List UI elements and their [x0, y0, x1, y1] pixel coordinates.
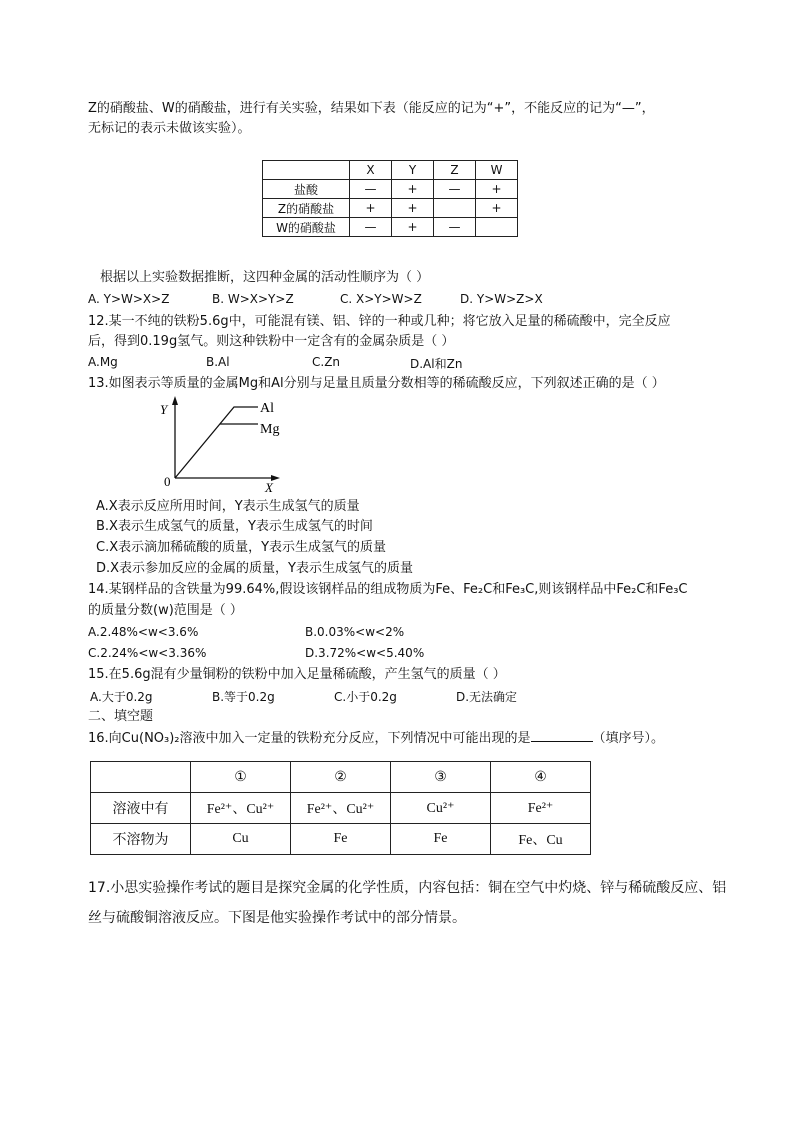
- table-header-y: Y: [392, 161, 434, 180]
- q17-line-1: 17.小思实验操作考试的题目是探究金属的化学性质，内容包括：铜在空气中灼烧、锌与稀硫酸反应、铝: [88, 880, 727, 896]
- table-cell: +: [350, 199, 392, 218]
- q15-option-d: D.无法确定: [456, 690, 518, 704]
- table-cell: —: [350, 180, 392, 199]
- table-header-3: ③: [391, 762, 491, 793]
- q11-option-b: B. W>X>Y>Z: [212, 292, 294, 306]
- q16-stem-suffix: （填序号）。: [592, 731, 665, 746]
- q12-line-2: 后，得到0.19g氢气。则这种铁粉中一定含有的金属杂质是（ ）: [88, 334, 455, 349]
- q17-line-2: 丝与硫酸铜溶液反应。下图是他实验操作考试中的部分情景。: [88, 910, 466, 926]
- table-cell: Fe²⁺: [491, 793, 591, 824]
- row-label: W的硝酸盐: [263, 218, 350, 237]
- q15-option-a: A.大于0.2g: [90, 690, 153, 704]
- q15-stem: 15.在5.6g混有少量铜粉的铁粉中加入足量稀硫酸，产生氢气的质量（ ）: [88, 667, 506, 682]
- q14-option-d: D.3.72%<w<5.40%: [305, 646, 425, 660]
- q11-option-c: C. X>Y>W>Z: [340, 292, 422, 306]
- row-label: 溶液中有: [91, 793, 191, 824]
- table-cell: —: [434, 180, 476, 199]
- y-axis-arrow: [172, 396, 178, 405]
- q12-option-a: A.Mg: [88, 355, 118, 369]
- table-cell: Cu²⁺: [391, 793, 491, 824]
- table-cell: +: [392, 199, 434, 218]
- q16-stem: [88, 729, 664, 748]
- row-label: 盐酸: [263, 180, 350, 199]
- table-header-1: ①: [191, 762, 291, 793]
- table-cell: —: [434, 218, 476, 237]
- mg-series-label: Mg: [260, 422, 280, 437]
- table-cell: [263, 161, 350, 180]
- table-cell: Cu: [191, 824, 291, 855]
- table-cell: Fe²⁺、Cu²⁺: [191, 793, 291, 824]
- table-cell: [91, 762, 191, 793]
- q12-option-d: D.Al和Zn: [410, 357, 463, 371]
- q16-stem-text: 16.向Cu(NO₃)₂溶液中加入一定量的铁粉充分反应，下列情况中可能出现的是: [88, 731, 531, 746]
- q12-line-1: 12.某一不纯的铁粉5.6g中，可能混有镁、铝、锌的一种或几种；将它放入足量的稀硫酸中，完全反应: [88, 314, 671, 329]
- table-cell: Fe: [391, 824, 491, 855]
- table-header-row: [91, 762, 591, 793]
- x-axis-label: X: [265, 480, 273, 495]
- section-title: 二、填空题: [88, 709, 154, 724]
- table-row: [91, 793, 591, 824]
- table-cell: +: [476, 199, 518, 218]
- q14-option-a: A.2.48%<w<3.6%: [88, 625, 199, 639]
- table-cell: —: [350, 218, 392, 237]
- table-cell: Fe、Cu: [491, 824, 591, 855]
- al-series-label: Al: [260, 401, 274, 416]
- table-cell: +: [392, 218, 434, 237]
- table-cell: Fe²⁺、Cu²⁺: [291, 793, 391, 824]
- table-header-w: W: [476, 161, 518, 180]
- q15-option-b: B.等于0.2g: [212, 690, 275, 704]
- table-row: [263, 199, 518, 218]
- q15-option-c: C.小于0.2g: [334, 690, 397, 704]
- q13-option-c: C.X表示滴加稀硫酸的质量，Y表示生成氢气的质量: [96, 540, 387, 555]
- q12-option-c: C.Zn: [312, 355, 341, 369]
- q13-option-a: A.X表示反应所用时间，Y表示生成氢气的质量: [96, 499, 360, 514]
- q13-stem: 13.如图表示等质量的金属Mg和Al分别与足量且质量分数相等的稀硫酸反应，下列叙述正确的是（ ）: [88, 376, 665, 391]
- intro-line-2: 无标记的表示未做该实验）。: [88, 121, 251, 136]
- y-axis-label: Y: [160, 402, 168, 417]
- q14-option-c: C.2.24%<w<3.36%: [88, 646, 207, 660]
- mg-al-graph: [150, 392, 290, 496]
- row-label: 不溶物为: [91, 824, 191, 855]
- table-row: [263, 180, 518, 199]
- origin-label: 0: [164, 474, 171, 489]
- table-row: [91, 824, 591, 855]
- table-header-z: Z: [434, 161, 476, 180]
- q11-stem: 根据以上实验数据推断，这四种金属的活动性顺序为（ ）: [100, 270, 430, 285]
- q14-line-1: 14.某钢样品的含铁量为99.64%,假设该钢样品的组成物质为Fe、Fe₂C和Fe₃C,则该钢样品中Fe₂C和Fe₃C: [88, 582, 688, 597]
- q16-table: [90, 761, 591, 855]
- table-cell: [434, 199, 476, 218]
- table-header-4: ④: [491, 762, 591, 793]
- q13-option-b: B.X表示生成氢气的质量，Y表示生成氢气的时间: [96, 519, 373, 534]
- table-header-x: X: [350, 161, 392, 180]
- q11-option-d: D. Y>W>Z>X: [460, 292, 543, 306]
- table-cell: [476, 218, 518, 237]
- q11-option-a: A. Y>W>X>Z: [88, 292, 170, 306]
- table-row: [263, 218, 518, 237]
- q12-option-b: B.Al: [206, 355, 230, 369]
- table-header-2: ②: [291, 762, 391, 793]
- table-cell: Fe: [291, 824, 391, 855]
- q13-option-d: D.X表示参加反应的金属的质量，Y表示生成氢气的质量: [96, 561, 413, 576]
- al-line: [175, 407, 258, 478]
- intro-line-1: Z的硝酸盐、W的硝酸盐，进行有关实验，结果如下表（能反应的记为“+”，不能反应的记为“—”，: [88, 101, 655, 116]
- row-label: Z的硝酸盐: [263, 199, 350, 218]
- reaction-table: [262, 160, 518, 237]
- answer-blank[interactable]: [531, 729, 593, 742]
- table-cell: +: [476, 180, 518, 199]
- q14-option-b: B.0.03%<w<2%: [305, 625, 405, 639]
- table-header-row: [263, 161, 518, 180]
- q14-line-2: 的质量分数(w)范围是（ ）: [88, 603, 243, 618]
- table-cell: +: [392, 180, 434, 199]
